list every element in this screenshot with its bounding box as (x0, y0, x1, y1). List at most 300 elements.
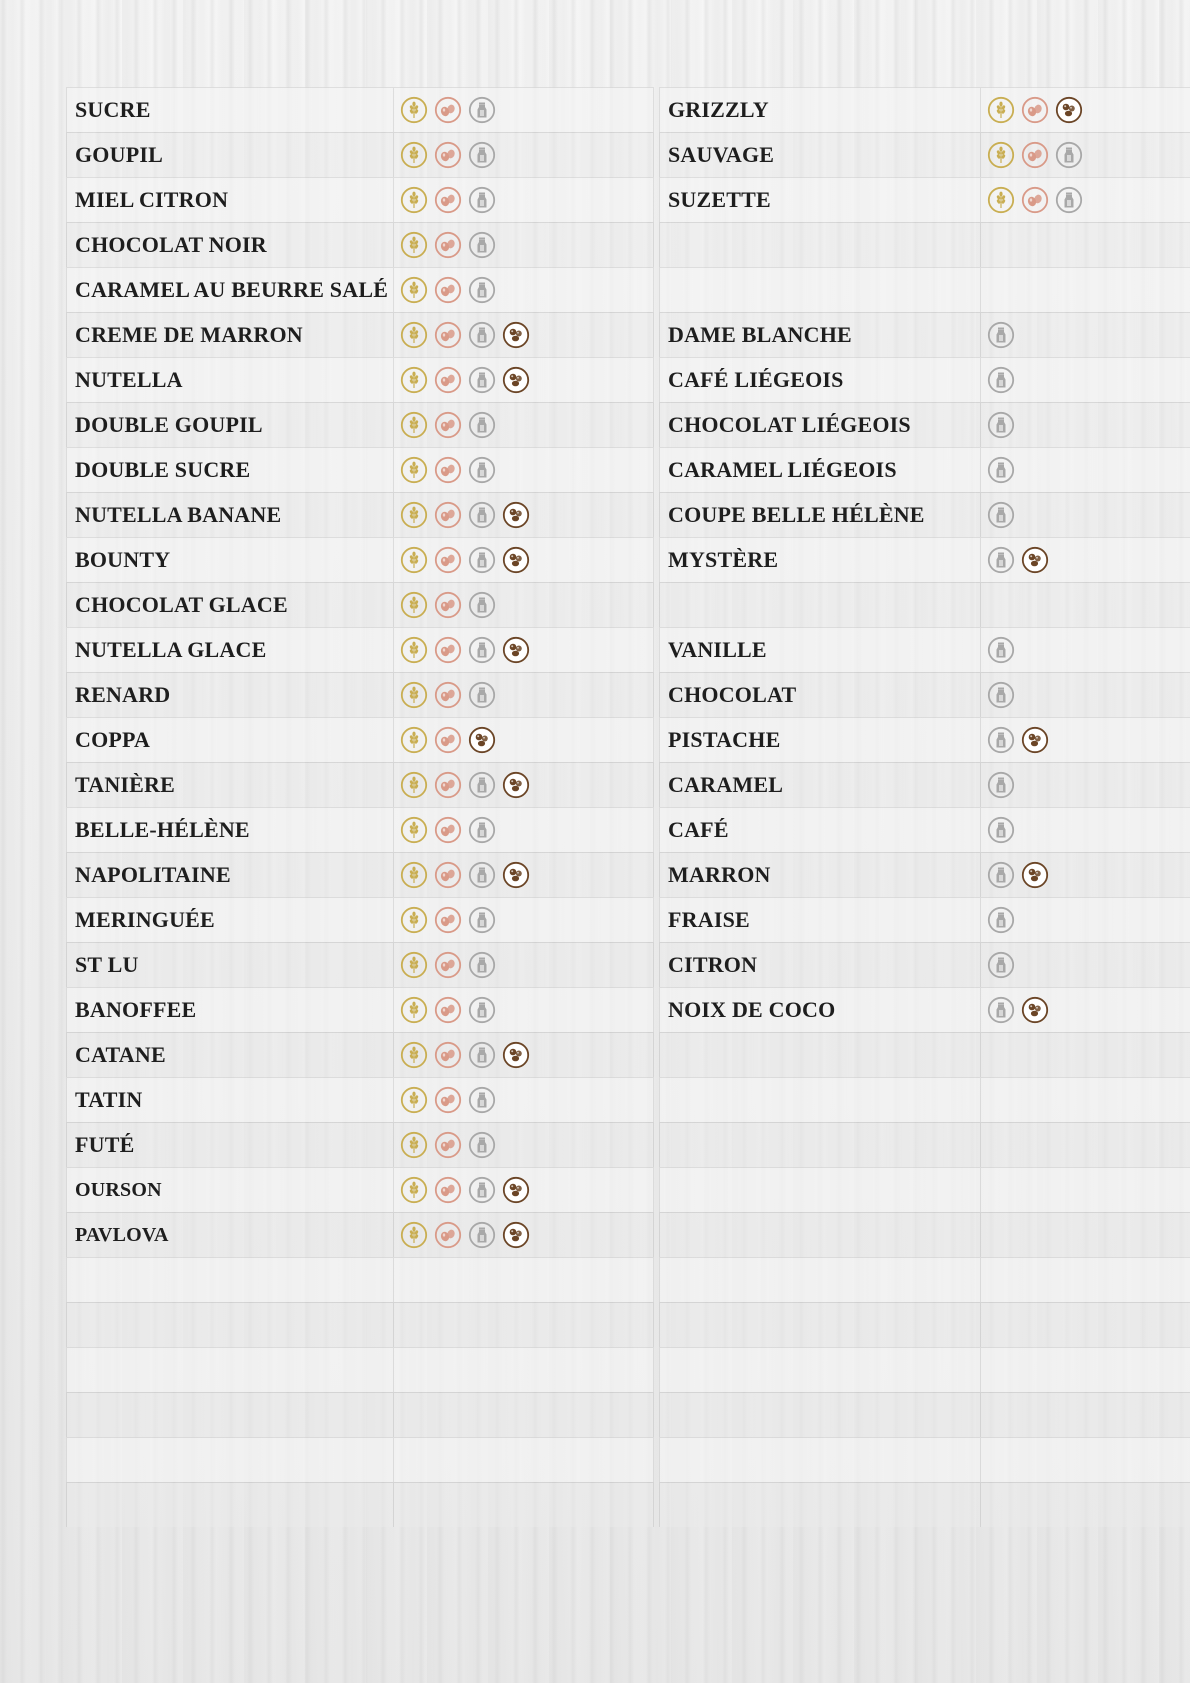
gluten-icon (400, 951, 428, 979)
item-name: BELLE-HÉLÈNE (66, 808, 394, 852)
allergen-icons (394, 628, 654, 672)
eggs-icon (434, 1041, 462, 1069)
allergen-icons (981, 1258, 1190, 1302)
allergen-icons (981, 133, 1190, 177)
milk-icon (987, 726, 1015, 754)
allergen-icons (394, 718, 654, 762)
table-row (66, 1212, 654, 1257)
item-name: FRAISE (659, 898, 981, 942)
allergen-icons (981, 673, 1190, 717)
milk-icon (468, 771, 496, 799)
table-row (66, 177, 654, 222)
table-row (66, 1077, 654, 1122)
table-row (659, 447, 1190, 492)
eggs-icon (434, 1086, 462, 1114)
allergen-icons (394, 763, 654, 807)
item-name (659, 1213, 981, 1257)
milk-icon (468, 996, 496, 1024)
item-name (659, 1078, 981, 1122)
table-row (66, 357, 654, 402)
allergen-icons (981, 1168, 1190, 1212)
table-row (659, 492, 1190, 537)
milk-icon (468, 1221, 496, 1249)
nuts-icon (1055, 96, 1083, 124)
gluten-icon (400, 1131, 428, 1159)
item-name (659, 1258, 981, 1302)
item-name: SAUVAGE (659, 133, 981, 177)
milk-icon (987, 816, 1015, 844)
item-name (659, 1168, 981, 1212)
milk-icon (468, 951, 496, 979)
allergen-icons (981, 718, 1190, 762)
allergen-icons (981, 1438, 1190, 1482)
table-row (659, 222, 1190, 267)
milk-icon (987, 366, 1015, 394)
item-name: CAFÉ LIÉGEOIS (659, 358, 981, 402)
milk-icon (468, 681, 496, 709)
table-row (66, 312, 654, 357)
item-name: GOUPIL (66, 133, 394, 177)
item-name: SUZETTE (659, 178, 981, 222)
nuts-icon (502, 771, 530, 799)
table-row (659, 1437, 1190, 1482)
milk-icon (468, 141, 496, 169)
item-name: MYSTÈRE (659, 538, 981, 582)
eggs-icon (434, 501, 462, 529)
table-row (659, 942, 1190, 987)
milk-icon (468, 456, 496, 484)
eggs-icon (434, 906, 462, 934)
table-row (659, 1212, 1190, 1257)
allergen-icons (981, 988, 1190, 1032)
allergen-icons (394, 1438, 654, 1482)
table-row (659, 537, 1190, 582)
milk-icon (987, 996, 1015, 1024)
gluten-icon (400, 771, 428, 799)
gluten-icon (400, 411, 428, 439)
eggs-icon (434, 231, 462, 259)
eggs-icon (434, 186, 462, 214)
milk-icon (468, 861, 496, 889)
right-table-body (659, 87, 1190, 1527)
table-row (659, 717, 1190, 762)
allergen-icons (394, 178, 654, 222)
milk-icon (987, 771, 1015, 799)
nuts-icon (502, 636, 530, 664)
nuts-icon (502, 1221, 530, 1249)
table-row (66, 762, 654, 807)
milk-icon (468, 636, 496, 664)
allergen-icons (394, 493, 654, 537)
table-row (659, 672, 1190, 717)
item-name: CITRON (659, 943, 981, 987)
table-row (659, 762, 1190, 807)
item-name (66, 1258, 394, 1302)
table-row (66, 492, 654, 537)
table-row (66, 1347, 654, 1392)
allergen-icons (981, 493, 1190, 537)
table-row (66, 1167, 654, 1212)
eggs-icon (434, 141, 462, 169)
table-row (659, 1077, 1190, 1122)
eggs-icon (434, 1176, 462, 1204)
allergen-icons (981, 1303, 1190, 1347)
milk-icon (987, 906, 1015, 934)
milk-icon (987, 861, 1015, 889)
allergen-icons (394, 1348, 654, 1392)
item-name: BOUNTY (66, 538, 394, 582)
nuts-icon (468, 726, 496, 754)
allergen-icons (981, 898, 1190, 942)
item-name: CHOCOLAT (659, 673, 981, 717)
nuts-icon (502, 501, 530, 529)
eggs-icon (1021, 141, 1049, 169)
milk-icon (468, 231, 496, 259)
allergen-icons (981, 1078, 1190, 1122)
item-name (659, 223, 981, 267)
table-row (659, 1257, 1190, 1302)
item-name: CHOCOLAT GLACE (66, 583, 394, 627)
allergen-icons (981, 403, 1190, 447)
milk-icon (468, 906, 496, 934)
allergen-icons (394, 1168, 654, 1212)
table-row (659, 852, 1190, 897)
table-row (66, 717, 654, 762)
allergen-icons (981, 88, 1190, 132)
table-row (66, 1392, 654, 1437)
allergen-icons (394, 1393, 654, 1437)
item-name: DOUBLE SUCRE (66, 448, 394, 492)
item-name: NUTELLA BANANE (66, 493, 394, 537)
item-name: CREME DE MARRON (66, 313, 394, 357)
eggs-icon (434, 996, 462, 1024)
item-name (659, 1438, 981, 1482)
item-name: NUTELLA (66, 358, 394, 402)
allergen-icons (394, 448, 654, 492)
milk-icon (468, 1176, 496, 1204)
nuts-icon (1021, 861, 1049, 889)
item-name (659, 1033, 981, 1077)
gluten-icon (400, 96, 428, 124)
allergen-icons (981, 448, 1190, 492)
gluten-icon (400, 546, 428, 574)
allergen-icons (394, 403, 654, 447)
allergen-icons (394, 88, 654, 132)
item-name: PISTACHE (659, 718, 981, 762)
table-row (659, 987, 1190, 1032)
table-row (659, 177, 1190, 222)
table-row (66, 1122, 654, 1167)
table-row (66, 672, 654, 717)
table-row (659, 1167, 1190, 1212)
item-name: VANILLE (659, 628, 981, 672)
item-name: FUTÉ (66, 1123, 394, 1167)
table-row (659, 1392, 1190, 1437)
table-row (659, 357, 1190, 402)
item-name: BANOFFEE (66, 988, 394, 1032)
milk-icon (468, 321, 496, 349)
allergen-icons (981, 853, 1190, 897)
gluten-icon (400, 141, 428, 169)
table-row (66, 942, 654, 987)
allergen-icons (981, 178, 1190, 222)
allergen-icons (394, 313, 654, 357)
item-name: CARAMEL (659, 763, 981, 807)
item-name: NUTELLA GLACE (66, 628, 394, 672)
gluten-icon (400, 501, 428, 529)
right-menu-table (659, 87, 1190, 1537)
gluten-icon (400, 276, 428, 304)
gluten-icon (400, 321, 428, 349)
table-row (66, 807, 654, 852)
allergen-icons (394, 1303, 654, 1347)
table-row (66, 987, 654, 1032)
table-row (66, 582, 654, 627)
milk-icon (987, 681, 1015, 709)
item-name: NAPOLITAINE (66, 853, 394, 897)
item-name (659, 583, 981, 627)
item-name: CAFÉ (659, 808, 981, 852)
item-name (659, 1123, 981, 1167)
item-name: RENARD (66, 673, 394, 717)
allergen-icons (394, 1213, 654, 1257)
item-name: MARRON (659, 853, 981, 897)
item-name (659, 1483, 981, 1527)
left-table-body (66, 87, 654, 1527)
item-name: DAME BLANCHE (659, 313, 981, 357)
gluten-icon (400, 1176, 428, 1204)
left-menu-table (66, 87, 654, 1537)
item-name: CHOCOLAT NOIR (66, 223, 394, 267)
milk-icon (987, 456, 1015, 484)
eggs-icon (434, 951, 462, 979)
eggs-icon (1021, 96, 1049, 124)
table-row (659, 1482, 1190, 1527)
table-row (659, 312, 1190, 357)
milk-icon (987, 636, 1015, 664)
allergen-icons (394, 268, 654, 312)
item-name: OURSON (66, 1168, 394, 1212)
eggs-icon (434, 321, 462, 349)
eggs-icon (434, 1221, 462, 1249)
gluten-icon (400, 861, 428, 889)
table-row (659, 897, 1190, 942)
item-name: TANIÈRE (66, 763, 394, 807)
milk-icon (987, 321, 1015, 349)
allergen-icons (394, 943, 654, 987)
allergen-icons (981, 1393, 1190, 1437)
eggs-icon (434, 591, 462, 619)
item-name (66, 1438, 394, 1482)
allergen-icons (394, 1123, 654, 1167)
allergen-icons (981, 538, 1190, 582)
table-row (66, 852, 654, 897)
allergen-icons (981, 223, 1190, 267)
item-name (659, 268, 981, 312)
table-row (66, 402, 654, 447)
item-name: NOIX DE COCO (659, 988, 981, 1032)
table-row (659, 132, 1190, 177)
gluten-icon (400, 1221, 428, 1249)
allergen-icons (394, 538, 654, 582)
milk-icon (468, 1041, 496, 1069)
nuts-icon (502, 546, 530, 574)
milk-icon (987, 546, 1015, 574)
table-row (659, 582, 1190, 627)
allergen-icons (981, 1213, 1190, 1257)
milk-icon (468, 96, 496, 124)
table-row (66, 897, 654, 942)
eggs-icon (434, 1131, 462, 1159)
table-row (66, 1437, 654, 1482)
gluten-icon (400, 366, 428, 394)
item-name (66, 1483, 394, 1527)
item-name (659, 1348, 981, 1392)
eggs-icon (434, 726, 462, 754)
eggs-icon (434, 546, 462, 574)
allergen-icons (981, 313, 1190, 357)
allergen-icons (394, 673, 654, 717)
allergen-icons (394, 583, 654, 627)
gluten-icon (400, 816, 428, 844)
nuts-icon (1021, 726, 1049, 754)
gluten-icon (400, 1041, 428, 1069)
milk-icon (468, 1131, 496, 1159)
milk-icon (468, 501, 496, 529)
eggs-icon (434, 861, 462, 889)
eggs-icon (434, 456, 462, 484)
item-name: MIEL CITRON (66, 178, 394, 222)
gluten-icon (400, 231, 428, 259)
milk-icon (987, 951, 1015, 979)
item-name: TATIN (66, 1078, 394, 1122)
item-name (659, 1393, 981, 1437)
allergen-icons (394, 358, 654, 402)
eggs-icon (434, 366, 462, 394)
item-name: SUCRE (66, 88, 394, 132)
gluten-icon (987, 96, 1015, 124)
table-row (66, 1302, 654, 1347)
gluten-icon (400, 636, 428, 664)
gluten-icon (400, 456, 428, 484)
nuts-icon (502, 861, 530, 889)
milk-icon (468, 816, 496, 844)
allergen-icons (981, 268, 1190, 312)
eggs-icon (434, 681, 462, 709)
gluten-icon (400, 681, 428, 709)
item-name: COPPA (66, 718, 394, 762)
milk-icon (987, 501, 1015, 529)
table-row (66, 627, 654, 672)
table-row (66, 447, 654, 492)
gluten-icon (400, 591, 428, 619)
item-name: DOUBLE GOUPIL (66, 403, 394, 447)
allergen-icons (981, 358, 1190, 402)
milk-icon (468, 546, 496, 574)
allergen-icons (981, 943, 1190, 987)
gluten-icon (400, 1086, 428, 1114)
allergen-icons (394, 1078, 654, 1122)
eggs-icon (434, 816, 462, 844)
table-row (659, 807, 1190, 852)
milk-icon (468, 186, 496, 214)
allergen-icons (394, 1033, 654, 1077)
table-row (66, 87, 654, 132)
item-name: PAVLOVA (66, 1213, 394, 1257)
allergen-icons (394, 898, 654, 942)
eggs-icon (434, 96, 462, 124)
milk-icon (468, 276, 496, 304)
item-name: CATANE (66, 1033, 394, 1077)
allergen-icons (981, 628, 1190, 672)
nuts-icon (1021, 546, 1049, 574)
item-name: CARAMEL AU BEURRE SALÉ (66, 268, 394, 312)
item-name: MERINGUÉE (66, 898, 394, 942)
allergen-icons (981, 808, 1190, 852)
table-row (659, 87, 1190, 132)
nuts-icon (502, 321, 530, 349)
table-row (66, 222, 654, 267)
gluten-icon (400, 996, 428, 1024)
item-name: CHOCOLAT LIÉGEOIS (659, 403, 981, 447)
item-name (66, 1348, 394, 1392)
allergen-icons (394, 808, 654, 852)
allergen-icons (981, 1033, 1190, 1077)
milk-icon (468, 1086, 496, 1114)
table-row (66, 1032, 654, 1077)
eggs-icon (434, 411, 462, 439)
table-row (66, 267, 654, 312)
eggs-icon (434, 636, 462, 664)
nuts-icon (502, 1176, 530, 1204)
item-name: GRIZZLY (659, 88, 981, 132)
eggs-icon (1021, 186, 1049, 214)
milk-icon (1055, 141, 1083, 169)
gluten-icon (987, 141, 1015, 169)
nuts-icon (502, 1041, 530, 1069)
nuts-icon (502, 366, 530, 394)
allergen-icons (394, 223, 654, 267)
allergen-icons (394, 133, 654, 177)
milk-icon (468, 411, 496, 439)
allergen-icons (394, 1258, 654, 1302)
table-row (66, 1257, 654, 1302)
milk-icon (468, 591, 496, 619)
gluten-icon (400, 906, 428, 934)
table-row (66, 132, 654, 177)
table-row (659, 627, 1190, 672)
item-name: CARAMEL LIÉGEOIS (659, 448, 981, 492)
gluten-icon (987, 186, 1015, 214)
allergen-icons (981, 583, 1190, 627)
milk-icon (468, 366, 496, 394)
allergen-icons (981, 1483, 1190, 1527)
nuts-icon (1021, 996, 1049, 1024)
item-name (659, 1303, 981, 1347)
table-row (659, 1347, 1190, 1392)
milk-icon (1055, 186, 1083, 214)
table-row (66, 537, 654, 582)
allergen-icons (981, 1123, 1190, 1167)
item-name: COUPE BELLE HÉLÈNE (659, 493, 981, 537)
table-row (659, 402, 1190, 447)
table-row (66, 1482, 654, 1527)
item-name (66, 1393, 394, 1437)
item-name (66, 1303, 394, 1347)
table-row (659, 1032, 1190, 1077)
gluten-icon (400, 186, 428, 214)
eggs-icon (434, 771, 462, 799)
